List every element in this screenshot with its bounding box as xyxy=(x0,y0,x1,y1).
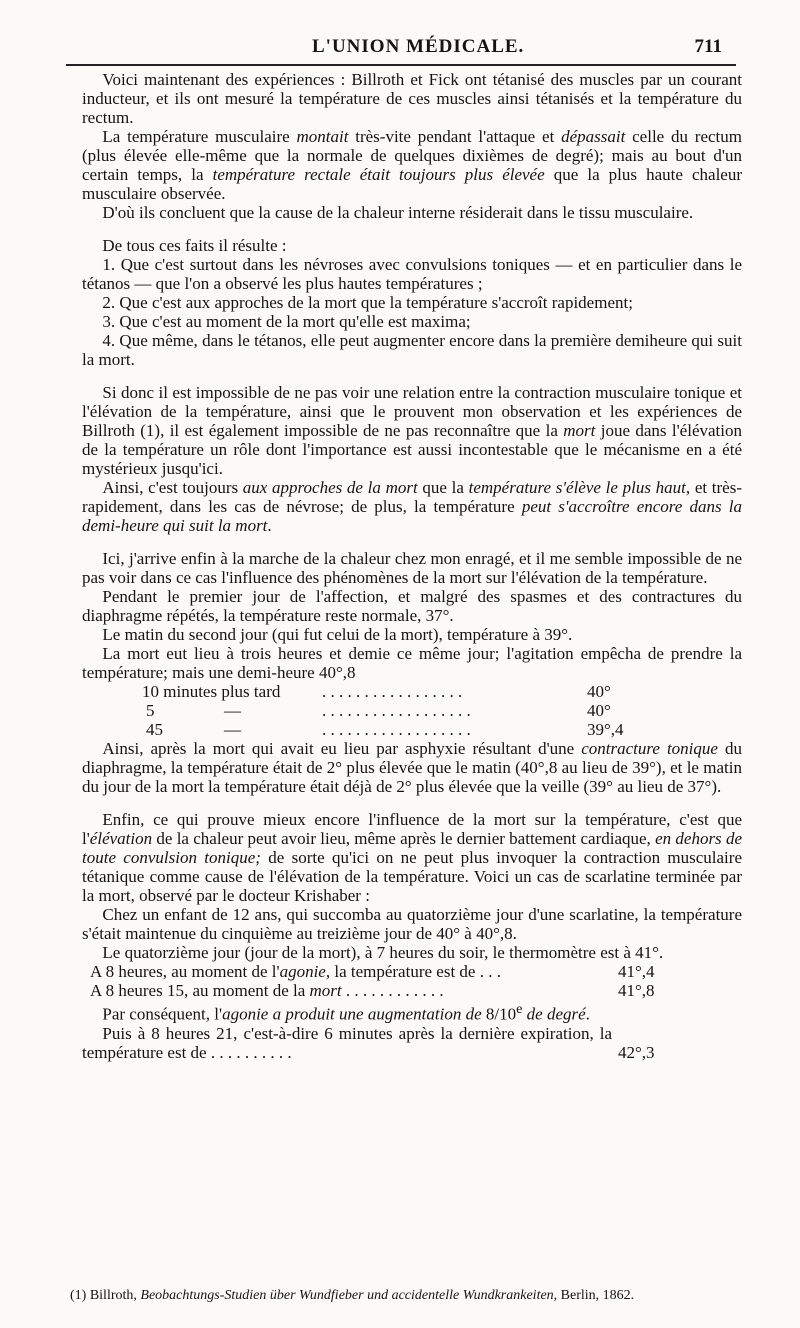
page-number: 711 xyxy=(694,36,722,57)
temperature-value: 40°,8 xyxy=(318,663,356,682)
paragraph: Ici, j'arrive enfin à la marche de la chaleur chez mon enragé, et il me semble impossible de ne pas voir dans ce cas l'influence des phénomènes de la mort sur l'élévation de la température. xyxy=(82,549,742,587)
reading-row: 5 — . . . . . . . . . . . . . . . . . . 40° xyxy=(146,701,611,720)
paragraph: De tous ces faits il résulte : xyxy=(102,236,287,255)
list-item: 4. Que même, dans le tétanos, elle peut augmenter encore dans la première demiheure qui suit la mort. xyxy=(82,331,742,369)
list-item: 3. Que c'est au moment de la mort qu'elle est maxima; xyxy=(102,312,471,331)
reading-row: 45 — . . . . . . . . . . . . . . . . . . 39°,4 xyxy=(146,720,624,739)
reading-row: 10 minutes plus tard . . . . . . . . . . . . . . . . . 40° xyxy=(142,682,611,701)
paragraph: Chez un enfant de 12 ans, qui succomba au quatorzième jour d'une scarlatine, la température s'était maintenue du cinquième au treizième jour de 40° à 40°,8. xyxy=(82,905,742,943)
list-item: 2. Que c'est aux approches de la mort que la température s'accroît rapidement; xyxy=(102,293,633,312)
reading-row: A 8 heures, au moment de l'agonie, la température est de . . . 41°,4 xyxy=(90,962,655,981)
journal-title: L'UNION MÉDICALE. xyxy=(312,36,525,57)
reading-row: 42°,3 xyxy=(618,1042,655,1062)
paragraph: Puis à 8 heures 21, c'est-à-dire 6 minutes après la dernière expiration, la température est de . . . . . . . . . . xyxy=(82,1023,612,1062)
paragraph: Le quatorzième jour (jour de la mort), à 7 heures du soir, le thermomètre est à 41°. xyxy=(102,943,664,962)
paragraph: D'où ils concluent que la cause de la chaleur interne résiderait dans le tissu musculaire. xyxy=(102,203,694,222)
paragraph: Pendant le premier jour de l'affection, et malgré des spasmes et des contractures du diaphragme répétés, la température reste normale, 37°. xyxy=(82,587,742,625)
paragraph: La mort eut lieu à trois heures et demie ce même jour; l'agitation empêcha de prendre la température; mais une demi-heure 40°,8 xyxy=(82,644,742,682)
footnote: (1) Billroth, Beobachtungs-Studien über Wundfieber und accidentelle Wundkrankeiten, Berlin, 1862. xyxy=(70,1288,635,1303)
paragraph: Le matin du second jour (qui fut celui de la mort), température à 39°. xyxy=(102,625,573,644)
paragraph: Ainsi, c'est toujours aux approches de la mort que la température s'élève le plus haut, et très-rapidement, dans les cas de névrose; de plus, la température peut s'accroître encore dans la demi-heure qui suit la mort. xyxy=(82,478,742,535)
running-header xyxy=(72,36,728,58)
paragraph: Enfin, ce qui prouve mieux encore l'influence de la mort sur la température, c'est que l'élévation de la chaleur peut avoir lieu, même après le dernier battement cardiaque, en dehors de toute convulsion tonique; de sorte qu'ici on ne peut plus invoquer la contraction musculaire tétanique comme cause de l'élévation de la température. Voici un cas de scarlatine terminée par la mort, observé par le docteur Krishaber : xyxy=(82,810,742,905)
paragraph: Si donc il est impossible de ne pas voir une relation entre la contraction musculaire tonique et l'élévation de la température, ainsi que le prouvent mon observation et les expériences de Billroth (1), il est également impossible de ne pas reconnaître que la mort joue dans l'élévation de la température un rôle dont l'importance est aussi incontestable que le mécanisme en a été mystérieux jusqu'ici. xyxy=(82,383,742,478)
paragraph: Ainsi, après la mort qui avait eu lieu par asphyxie résultant d'une contracture tonique du diaphragme, la température était de 2° plus élevée que le matin (40°,8 au lieu de 39°), et le matin du jour de la mort la température était déjà de 2° plus élevée que la veille (39° au lieu de 37°). xyxy=(82,739,742,796)
header-rule xyxy=(66,64,736,66)
paragraph: La température musculaire montait très-vite pendant l'attaque et dépassait celle du rectum (plus élevée elle-même que la normale de quelques dixièmes de degré); mais au bout d'un certain temps, la température rectale était toujours plus élevée que la plus haute chaleur musculaire observée. xyxy=(82,127,743,203)
paragraph: Voici maintenant des expériences : Billroth et Fick ont tétanisé des muscles par un courant inducteur, et ils ont mesuré la température de ces muscles ainsi tétanisés et la température du rectum. xyxy=(82,70,742,127)
reading-row: A 8 heures 15, au moment de la mort . . . . . . . . . . . . 41°,8 xyxy=(90,981,655,1000)
paragraph: Par conséquent, l'agonie a produit une augmentation de 8/10e de degré. xyxy=(102,1001,590,1024)
list-item: 1. Que c'est surtout dans les névroses avec convulsions toniques — et en particulier dans le tétanos — que l'on a observé les plus hautes températures ; xyxy=(82,255,742,293)
article-body xyxy=(82,70,742,1062)
